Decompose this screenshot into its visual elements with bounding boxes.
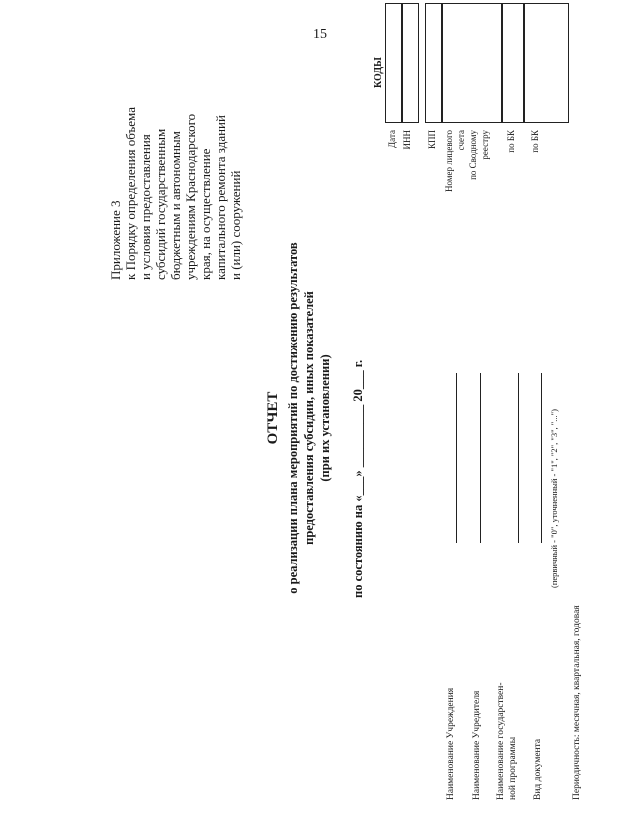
code-label-kpp: КПП: [427, 130, 437, 150]
code-label-inn: ИНН: [402, 130, 412, 150]
field-label-program: Наименование государствен-: [496, 682, 506, 800]
appendix-line: к Порядку определения объема: [123, 107, 138, 280]
report-subtitle-line: о реализации плана мероприятий по достижению результатов: [286, 242, 300, 594]
periodicity-note: Периодичность: месячная, квартальная, годовая: [572, 605, 582, 800]
appendix-line: бюджетным и автономным: [168, 131, 183, 280]
codes-table: [370, 3, 585, 123]
code-label-account-4: реестру: [480, 130, 490, 160]
code-cell-account[interactable]: [442, 3, 502, 123]
report-title: ОТЧЕТ: [265, 391, 281, 445]
appendix-line: учреждениям Краснодарского: [183, 113, 198, 280]
doc-type-field-line[interactable]: [541, 373, 542, 543]
code-label-account-3: по Сводному: [468, 130, 478, 180]
code-label-account: Номер лицевого: [444, 130, 454, 193]
appendix-note: [108, 20, 243, 280]
code-label-bk-2: по БК: [530, 130, 540, 153]
doc-type-hint: (первичный - "0", уточненный - "1", "2", "3", "..."): [549, 409, 559, 588]
program-field-line[interactable]: [518, 373, 519, 543]
code-label-date: Дата: [387, 130, 397, 148]
appendix-line: субсидий государственным: [153, 128, 168, 280]
appendix-line: и (или) сооружений: [228, 170, 243, 280]
code-cell-bk-1[interactable]: [502, 3, 524, 123]
code-cell-date[interactable]: [385, 3, 402, 123]
appendix-line: края, на осуществление: [198, 148, 213, 280]
code-label-bk-1: по БК: [506, 130, 516, 153]
report-subtitle-line: предоставления субсидии, иных показателей: [302, 291, 316, 545]
report-subtitle-line: (при их установлении): [318, 354, 332, 482]
appendix-line: капитального ремонта зданий: [213, 115, 228, 280]
field-label-institution: Наименование Учреждения: [446, 687, 456, 800]
institution-field-line[interactable]: [456, 373, 457, 543]
field-label-program-cont: ной программы: [508, 736, 518, 800]
appendix-line: Приложение 3: [108, 200, 123, 280]
appendix-line: и условия предоставления: [138, 134, 153, 280]
page-number: 15: [313, 27, 327, 42]
field-label-founder: Наименование Учредителя: [472, 690, 482, 800]
report-date-line: по состоянию на «___» __________ 20___ г.: [351, 359, 365, 598]
founder-field-line[interactable]: [480, 373, 481, 543]
report-subtitle: [285, 168, 333, 668]
code-cell-kpp[interactable]: [425, 3, 442, 123]
codes-header: КОДЫ: [373, 57, 384, 88]
code-label-account-2: счета: [456, 130, 466, 151]
code-cell-bk-2[interactable]: [524, 3, 569, 123]
code-cell-inn[interactable]: [402, 3, 419, 123]
field-label-doc-type: Вид документа: [533, 738, 543, 800]
